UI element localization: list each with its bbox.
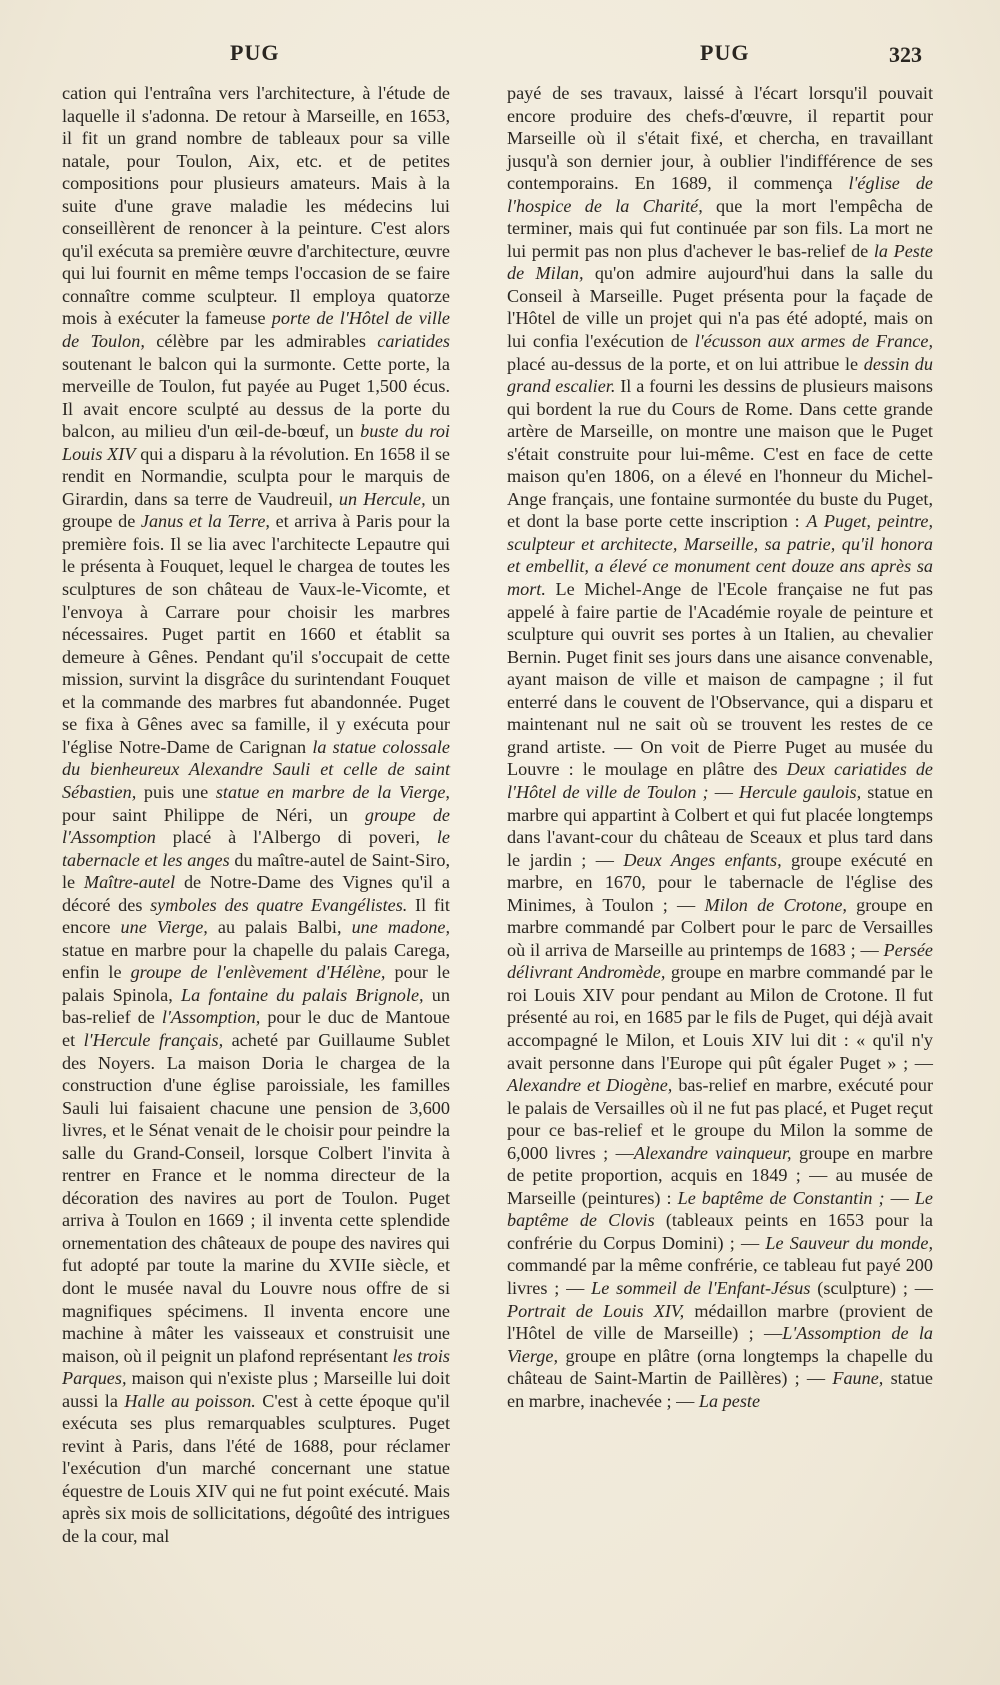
text-column-right [507, 82, 933, 1412]
text-run: (tableaux peints en 1653 pour la confrérie du Corpus Domini) ; — [507, 1210, 933, 1253]
text-column-left [62, 82, 450, 1548]
italic-run: A Puget, peintre, sculpteur et architecte, Marseille, sa patrie, qu'il honora et embellit, a élevé ce monument cent douze ans après sa mort. [507, 511, 933, 600]
text-run: (sculpture) ; — [810, 1277, 933, 1298]
italic-run: Le Sauveur du monde, [765, 1232, 933, 1253]
italic-run: la statue colossale du bienheureux Alexandre Sauli et celle de saint Sébastien, [62, 736, 451, 802]
text-run: puis une [136, 781, 216, 802]
text-run: maison qui n'existe plus ; Marseille lui doit aussi la [62, 1368, 450, 1411]
text-run: qu'on admire aujourd'hui dans la salle du Conseil à Marseille. Puget présenta pour la façade de l'Hôtel de ville un projet qui n'a pas été adopté, mais on lui confia l'exécution de [507, 263, 933, 352]
italic-run: Milon de Crotone, [704, 894, 847, 915]
text-run: qui a disparu à la révolution. En 1658 il se rendit en Normandie, sculpta pour le marquis de Girardin, dans sa terre de Vaudreuil, [62, 443, 450, 509]
text-run: groupe exécuté en marbre, en 1670, pour le tabernacle de l'église des Minimes, à Toulon ; — [507, 849, 933, 915]
italic-run: la Peste de Milan, [507, 240, 933, 284]
italic-run: Alexandre vainqueur, [633, 1142, 792, 1163]
text-run: pour saint Philippe de Néri, un [62, 804, 365, 825]
italic-run: une Vierge, [120, 917, 208, 938]
text-run: groupe en marbre de petite proportion, acquis en 1849 ; — au musée de Marseille (peintures) : [507, 1142, 934, 1208]
italic-run: Le sommeil de l'Enfant-Jésus [591, 1277, 811, 1298]
italic-run: La peste [698, 1390, 761, 1411]
left-column-paragraph [62, 82, 450, 1548]
text-run: cation qui l'entraîna vers l'architecture, à l'étude de laquelle il s'adonna. De retour à Marseille, en 1653, il fit un grand nombre de tableaux pour sa ville natale, pour Toulon, Aix, etc. et de petites compositions pour plusieurs amateurs. Mais à la suite d'une grave maladie les médecins lui conseillèrent de renoncer à la peinture. C'est alors qu'il exécuta sa première œuvre d'architecture, œuvre qui lui fournit en même temps l'occasion de se faire connaître comme sculpteur. Il employa quatorze mois à exécuter la fameuse [62, 83, 450, 329]
text-run: soutenant le balcon qui la surmonte. Cette porte, la merveille de Toulon, fut payée au Puget 1,500 écus. Il avait encore sculpté au dessus de la porte du balcon, au milieu d'un œil-de-bœuf, un [62, 353, 450, 442]
italic-run: Alexandre et Diogène, [507, 1075, 673, 1096]
italic-run: une madone, [351, 917, 450, 938]
italic-run: un Hercule, [338, 488, 426, 509]
text-run: que la mort l'empêcha de terminer, mais qui fut continuée par son fils. La mort ne lui permit pas non plus d'achever le bas-relief de [507, 195, 933, 261]
text-run: un groupe de [62, 488, 450, 532]
italic-run: Deux Anges enfants, [623, 849, 782, 870]
italic-run: Deux cariatides de l'Hôtel de ville de Toulon ; [507, 759, 934, 802]
text-run: statue en marbre, inachevée ; — [507, 1368, 933, 1411]
italic-run: l'Hercule français, [83, 1029, 224, 1050]
text-run: du maître-autel de Saint-Siro, le [62, 849, 450, 893]
italic-run: Le baptême de Constantin ; [677, 1187, 885, 1208]
italic-run: Janus et la Terre, [140, 511, 270, 532]
text-run: — [708, 781, 740, 802]
running-title-right: PUG [700, 40, 750, 65]
text-run: payé de ses travaux, laissé à l'écart lorsqu'il pouvait encore produire des chefs-d'œuvre, il repartit pour Marseille où il s'était fixé, et chercha, en travaillant jusqu'à son dernier jour, à oublier l'indifférence de ses contemporains. En 1689, il commença [507, 83, 933, 194]
italic-run: l'Assomption, [161, 1007, 261, 1028]
italic-run: les trois Parques, [62, 1345, 450, 1389]
text-run: Le Michel-Ange de l'Ecole française ne fut pas appelé à faire partie de l'Académie royale de peinture et sculpture qui ouvrit ses portes à un Italien, au chevalier Bernin. Puget finit ses jours dans une aisance convenable, ayant maison de ville et maison de campagne ; il fut enterré dans le couvent de l'Observance, qui a disparu et maintenant nul ne sait où se trouvent les restes de ce grand artiste. — On voit de Pierre Puget au musée du Louvre : le moulage en plâtre des [507, 579, 933, 780]
italic-run: groupe de l'Assomption [62, 804, 450, 848]
text-run: Il fit encore [62, 894, 450, 938]
italic-run: Maître-autel [83, 872, 176, 893]
italic-run: l'église de l'hospice de la Charité, [507, 173, 933, 216]
text-run: pour le palais Spinola, [62, 962, 451, 1005]
text-run: statue en marbre qui appartint à Colbert et qui fut placée longtemps dans l'avant-cour du château de Sceaux et plus tard dans le jardin ; — [507, 781, 934, 870]
italic-run: buste du roi Louis XIV [62, 421, 450, 464]
text-run: et arriva à Paris pour la première fois. Il se lia avec l'architecte Lepautre qui le présenta à Fouquet, lequel le chargea de toutes les sculptures de son château de Vaux-le-Vicomte, et l'envoya à Carrare pour choisir les marbres nécessaires. Puget partit en 1660 et établit sa demeure à Gênes. Pendant qu'il s'occupait de cette mission, survint la disgrâce du surintendant Fouquet et la commande des marbres fut abandonnée. Puget se fixa à Gênes avec sa famille, il y exécuta pour l'église Notre-Dame de Carignan [62, 511, 450, 757]
italic-run: dessin du grand escalier. [507, 353, 933, 397]
italic-run: porte de l'Hôtel de ville de Toulon, [62, 308, 451, 352]
text-run: placé au-dessus de la porte, et on lui attribue le [507, 353, 864, 374]
italic-run: l'écusson aux armes de France, [694, 331, 933, 352]
italic-run: symboles des quatre Evangélistes. [150, 894, 408, 915]
text-run: groupe en marbre commandé par Colbert pour le parc de Versailles où il arriva de Marseille au printemps de 1683 ; — [507, 894, 934, 960]
italic-run: statue en marbre de la Vierge, [215, 781, 450, 802]
italic-run: Halle au poisson. [124, 1390, 256, 1411]
text-run: un bas-relief de [62, 984, 450, 1028]
page-number: 323 [889, 42, 922, 67]
text-run: groupe en plâtre (orna longtemps la chapelle du château de Saint-Martin de Paillères) ; — [507, 1345, 933, 1389]
text-run: médaillon marbre (provient de l'Hôtel de ville de Marseille) ; — [507, 1300, 933, 1344]
text-run: célèbre par les admirables [144, 331, 378, 352]
text-run: statue en marbre pour la chapelle du palais Carega, enfin le [62, 939, 450, 983]
italic-run: Hercule gaulois, [739, 781, 862, 802]
italic-run: Le baptême de Clovis [507, 1187, 933, 1231]
italic-run: le tabernacle et les anges [62, 827, 450, 870]
italic-run: La fontaine du palais Brignole, [181, 984, 424, 1005]
text-run: bas-relief en marbre, exécuté pour le palais de Versailles où il ne fut pas placé, et Puget reçut pour ce bas-relief et le groupe du Milon la somme de 6,000 livres ; — [507, 1075, 933, 1163]
text-run: de Notre-Dame des Vignes qu'il a décoré des [62, 872, 450, 915]
running-title-left: PUG [230, 40, 280, 65]
text-run: placé à l'Albergo di poveri, [155, 827, 437, 848]
text-run: C'est à cette époque qu'il exécuta ses plus remarquables sculptures. Puget revint à Paris, dans l'été de 1688, pour réclamer l'exécution d'un marché concernant une statue équestre de Louis XIV qui ne fut point exécuté. Mais après six mois de sollicitations, dégoûté des intrigues de la cour, mal [62, 1390, 450, 1546]
italic-run: cariatides [377, 331, 450, 352]
text-run: groupe en marbre commandé par le roi Louis XIV pour pendant au Milon de Crotone. Il fut présenté au roi, en 1685 par le fils de Puget, qui déjà avait accompagné le Milon, et Louis XIV lui dit : « qu'il n'y avait personne dans l'Europe qui pût égaler Puget » ; — [507, 962, 933, 1073]
italic-run: L'Assomption de la Vierge, [507, 1323, 934, 1366]
text-run: commandé par la même confrérie, ce tableau fut payé 200 livres ; — [507, 1255, 933, 1298]
text-run: — [884, 1187, 915, 1208]
italic-run: Portrait de Louis XIV, [507, 1300, 685, 1321]
text-run: au palais Balbi, [207, 917, 352, 938]
italic-run: Persée délivrant Andromède, [507, 939, 933, 983]
italic-run: groupe de l'enlèvement d'Hélène, [130, 962, 386, 983]
italic-run: Faune, [832, 1368, 884, 1389]
text-run: pour le duc de Mantoue et [62, 1007, 450, 1050]
right-column-paragraph [507, 82, 933, 1412]
text-run: acheté par Guillaume Sublet des Noyers. La maison Doria le chargea de la construction d'une église paroissiale, les familles Sauli lui faisaient chacune une pension de 3,600 livres, et le Sénat venait de le choisir pour peindre la salle du Grand-Conseil, lorsque Colbert l'invita à rentrer en France et le nomma directeur de la décoration des navires au port de Toulon. Puget arriva à Toulon en 1669 ; il inventa cette splendide ornementation des châteaux de poupe des navires qui fut adopté par toute la marine du XVIIe siècle, et dont le musée naval du Louvre nous offre de si magnifiques spécimens. Il inventa encore une machine à mâter les vaisseaux et construisit une maison, où il peignit un plafond représentant [62, 1029, 450, 1366]
text-run: Il a fourni les dessins de plusieurs maisons qui bordent la rue du Cours de Rome. Dans cette grande artère de Marseille, on montre une maison que le Puget s'était construite pour lui-même. C'est en face de cette maison qu'en 1806, on a élevé en l'honneur du Michel-Ange français, une fontaine surmontée du buste du Puget, et dont la base porte cette inscription : [507, 376, 933, 532]
